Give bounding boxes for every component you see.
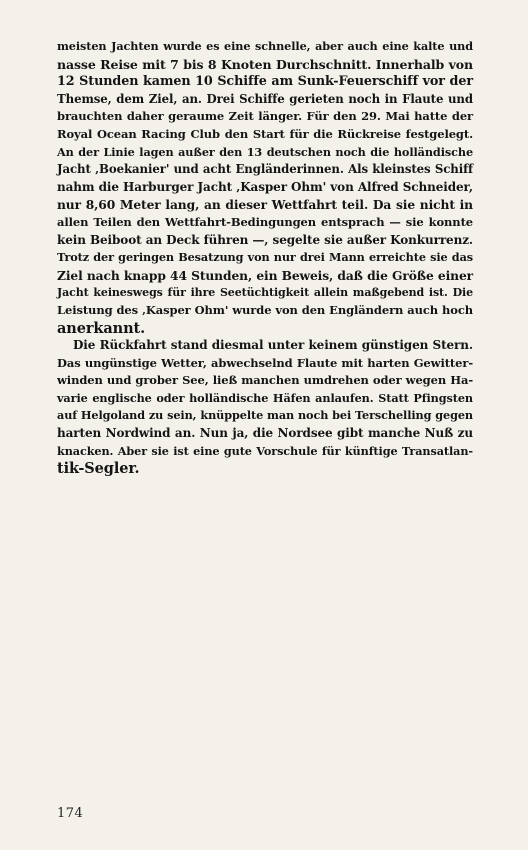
text-line: Das ungünstige Wetter, abwechselnd Flaute mit harten Gewitter- bbox=[57, 355, 473, 370]
text-line: kein Beiboot an Deck führen —, segelte sie außer Konkurrenz. bbox=[57, 232, 473, 247]
text-line: harten Nordwind an. Nun ja, die Nordsee gibt manche Nuß zu bbox=[57, 426, 473, 441]
text-line: An der Linie lagen außer den 13 deutschen noch die holländische bbox=[57, 144, 473, 159]
text-line: Jacht ‚Boekanier' und acht Engländerinnen. Als kleinstes Schiff bbox=[57, 162, 473, 177]
text-line: Royal Ocean Racing Club den Start für die Rückreise festgelegt. bbox=[57, 126, 473, 141]
text-line: Leistung des ‚Kasper Ohm' wurde von den Engländern auch hoch bbox=[57, 302, 473, 317]
text-line: Trotz der geringen Besatzung von nur drei Mann erreichte sie das bbox=[57, 250, 473, 265]
text-line: meisten Jachten wurde es eine schnelle, aber auch eine kalte und bbox=[57, 39, 473, 53]
text-line: allen Teilen den Wettfahrt-Bedingungen entsprach — sie konnte bbox=[57, 214, 473, 229]
text-line: Themse, dem Ziel, an. Drei Schiffe gerieten noch in Flaute und bbox=[57, 91, 473, 106]
text-line: anerkannt. bbox=[57, 319, 146, 337]
page-number: 174 bbox=[57, 806, 84, 821]
text-column bbox=[57, 38, 473, 478]
text-line: Jacht keineswegs für ihre Seetüchtigkeit allein maßgebend ist. Die bbox=[57, 286, 473, 300]
text-line: nur 8,60 Meter lang, an dieser Wettfahrt teil. Da sie nicht in bbox=[57, 197, 473, 213]
text-line: varie englische oder holländische Häfen anlaufen. Statt Pfingsten bbox=[57, 390, 473, 405]
text-line: nasse Reise mit 7 bis 8 Knoten Durchschnitt. Innerhalb von bbox=[57, 56, 473, 72]
text-line: brauchten daher geraume Zeit länger. Für den 29. Mai hatte der bbox=[57, 109, 473, 124]
text-line: Ziel nach knapp 44 Stunden, ein Beweis, daß die Größe einer bbox=[57, 267, 473, 283]
text-line: 12 Stunden kamen 10 Schiffe am Sunk-Feuerschiff vor der bbox=[57, 74, 473, 90]
text-line: nahm die Harburger Jacht ‚Kasper Ohm' von Alfred Schneider, bbox=[57, 179, 473, 194]
paragraph-2 bbox=[57, 337, 473, 478]
text-line: Die Rückfahrt stand diesmal unter keinem günstigen Stern. bbox=[73, 338, 473, 353]
text-line: tik-Segler. bbox=[57, 460, 140, 478]
text-line: knacken. Aber sie ist eine gute Vorschule für künftige Transatlan- bbox=[57, 443, 473, 458]
text-line: winden und grober See, ließ manchen umdrehen oder wegen Ha- bbox=[57, 373, 473, 388]
paragraph-1 bbox=[57, 38, 473, 337]
text-line: auf Helgoland zu sein, knüppelte man noch bei Terschelling gegen bbox=[57, 408, 473, 423]
